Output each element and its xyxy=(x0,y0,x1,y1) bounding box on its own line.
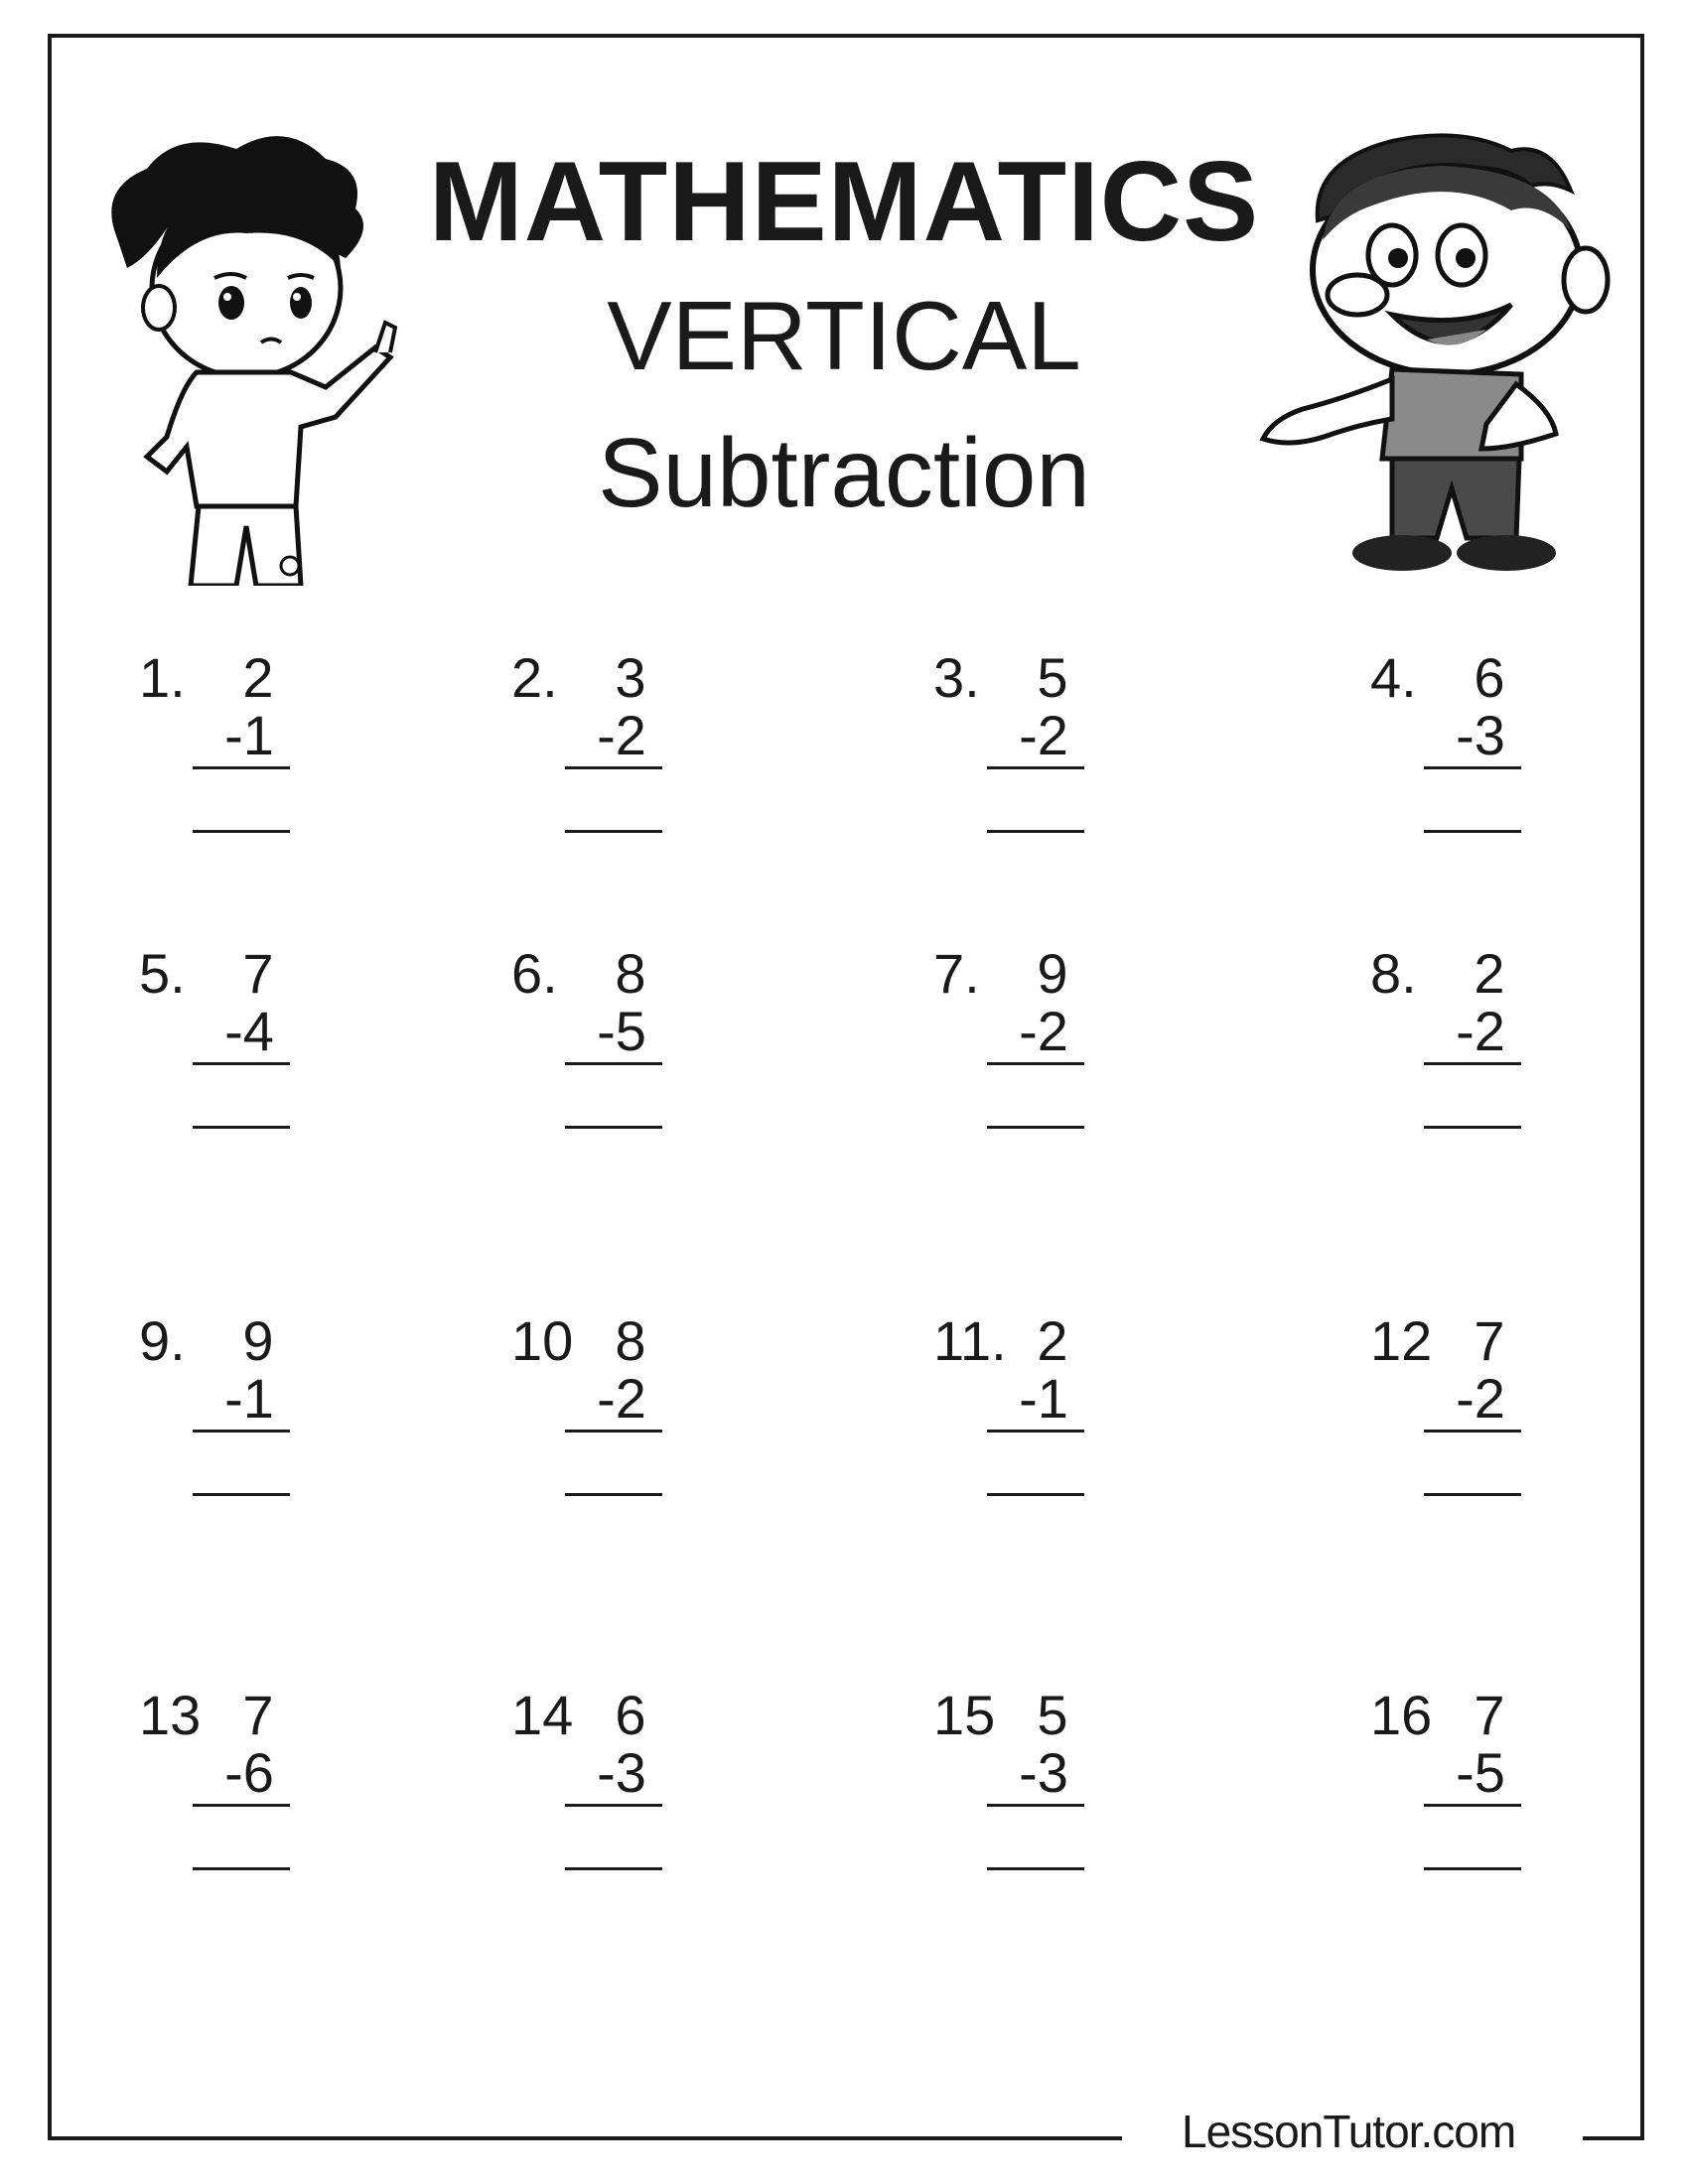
minuend: 5 xyxy=(1037,1684,1068,1746)
problem-number: 3. xyxy=(933,646,980,709)
problem-4 xyxy=(1370,645,1628,864)
minuend: 6 xyxy=(615,1684,646,1746)
subtraction-bar xyxy=(1424,1062,1521,1065)
answer-blank[interactable] xyxy=(987,1867,1084,1870)
problem-number: 5. xyxy=(139,942,186,1005)
smiling-boy-presenting-icon xyxy=(1253,131,1660,578)
problem-7 xyxy=(933,941,1192,1160)
subtraction-bar xyxy=(193,1430,290,1433)
page-subtitle-subtraction: Subtraction xyxy=(598,418,1090,527)
minuend: 9 xyxy=(1037,942,1068,1005)
subtraction-bar xyxy=(565,1430,662,1433)
subtrahend: -2 xyxy=(1456,1367,1505,1430)
page-border-bottom-left xyxy=(48,2136,1122,2140)
problem-15 xyxy=(933,1683,1192,1901)
subtrahend: -2 xyxy=(1019,704,1068,766)
subtraction-bar xyxy=(1424,766,1521,769)
subtrahend: -1 xyxy=(224,1367,274,1430)
subtrahend: -2 xyxy=(1456,1000,1505,1062)
answer-blank[interactable] xyxy=(987,1126,1084,1129)
answer-blank[interactable] xyxy=(565,1126,662,1129)
subtrahend: -5 xyxy=(1456,1741,1505,1804)
minuend: 7 xyxy=(242,1684,274,1746)
problem-number: 1. xyxy=(139,646,186,709)
page-border-bottom-right xyxy=(1583,2136,1644,2140)
problem-11 xyxy=(933,1308,1192,1527)
page-border-left xyxy=(48,34,52,2140)
subtraction-bar xyxy=(1424,1804,1521,1807)
subtrahend: -6 xyxy=(224,1741,274,1804)
footer-credit: LessonTutor.com xyxy=(1182,2106,1516,2157)
subtraction-bar xyxy=(987,1804,1084,1807)
subtraction-bar xyxy=(987,1430,1084,1433)
problem-number: 14 xyxy=(511,1684,574,1746)
problem-13 xyxy=(139,1683,397,1901)
problem-number: 11. xyxy=(933,1309,1007,1372)
answer-blank[interactable] xyxy=(193,830,290,833)
minuend: 2 xyxy=(1474,942,1505,1005)
problem-6 xyxy=(511,941,770,1160)
subtrahend: -2 xyxy=(597,1367,646,1430)
answer-blank[interactable] xyxy=(1424,830,1521,833)
subtraction-bar xyxy=(565,1804,662,1807)
answer-blank[interactable] xyxy=(565,830,662,833)
subtraction-bar xyxy=(565,766,662,769)
problem-number: 16 xyxy=(1370,1684,1433,1746)
page-border-top xyxy=(48,34,1644,38)
problem-number: 2. xyxy=(511,646,558,709)
answer-blank[interactable] xyxy=(565,1867,662,1870)
problem-14 xyxy=(511,1683,770,1901)
subtraction-bar xyxy=(987,766,1084,769)
minuend: 5 xyxy=(1037,646,1068,709)
subtraction-bar xyxy=(987,1062,1084,1065)
answer-blank[interactable] xyxy=(1424,1126,1521,1129)
answer-blank[interactable] xyxy=(1424,1493,1521,1496)
subtrahend: -3 xyxy=(1456,704,1505,766)
problem-number: 10 xyxy=(511,1309,574,1372)
problem-number: 7. xyxy=(933,942,980,1005)
minuend: 3 xyxy=(615,646,646,709)
problem-number: 12 xyxy=(1370,1309,1433,1372)
problem-number: 4. xyxy=(1370,646,1417,709)
subtrahend: -3 xyxy=(597,1741,646,1804)
problem-number: 9. xyxy=(139,1309,186,1372)
answer-blank[interactable] xyxy=(193,1126,290,1129)
problem-1 xyxy=(139,645,397,864)
minuend: 7 xyxy=(1474,1684,1505,1746)
page-subtitle-vertical: VERTICAL xyxy=(607,281,1081,390)
page-title: MATHEMATICS xyxy=(428,139,1260,265)
subtrahend: -2 xyxy=(1019,1000,1068,1062)
problem-12 xyxy=(1370,1308,1628,1527)
problem-number: 15 xyxy=(933,1684,996,1746)
problem-3 xyxy=(933,645,1192,864)
answer-blank[interactable] xyxy=(565,1493,662,1496)
boy-pointing-up-icon xyxy=(87,129,415,586)
subtraction-bar xyxy=(565,1062,662,1065)
problem-5 xyxy=(139,941,397,1160)
subtrahend: -1 xyxy=(224,704,274,766)
problem-8 xyxy=(1370,941,1628,1160)
minuend: 9 xyxy=(242,1309,274,1372)
minuend: 2 xyxy=(242,646,274,709)
answer-blank[interactable] xyxy=(193,1867,290,1870)
minuend: 7 xyxy=(1474,1309,1505,1372)
subtraction-bar xyxy=(193,1804,290,1807)
problem-2 xyxy=(511,645,770,864)
subtrahend: -1 xyxy=(1019,1367,1068,1430)
problem-10 xyxy=(511,1308,770,1527)
problem-16 xyxy=(1370,1683,1628,1901)
problem-number: 13 xyxy=(139,1684,202,1746)
minuend: 7 xyxy=(242,942,274,1005)
subtrahend: -2 xyxy=(597,704,646,766)
minuend: 8 xyxy=(615,942,646,1005)
answer-blank[interactable] xyxy=(987,1493,1084,1496)
answer-blank[interactable] xyxy=(193,1493,290,1496)
subtrahend: -3 xyxy=(1019,1741,1068,1804)
problem-9 xyxy=(139,1308,397,1527)
subtraction-bar xyxy=(193,766,290,769)
problem-number: 6. xyxy=(511,942,558,1005)
subtrahend: -4 xyxy=(224,1000,274,1062)
problem-number: 8. xyxy=(1370,942,1417,1005)
minuend: 6 xyxy=(1474,646,1505,709)
subtrahend: -5 xyxy=(597,1000,646,1062)
answer-blank[interactable] xyxy=(1424,1867,1521,1870)
minuend: 8 xyxy=(615,1309,646,1372)
subtraction-bar xyxy=(1424,1430,1521,1433)
answer-blank[interactable] xyxy=(987,830,1084,833)
minuend: 2 xyxy=(1037,1309,1068,1372)
subtraction-bar xyxy=(193,1062,290,1065)
